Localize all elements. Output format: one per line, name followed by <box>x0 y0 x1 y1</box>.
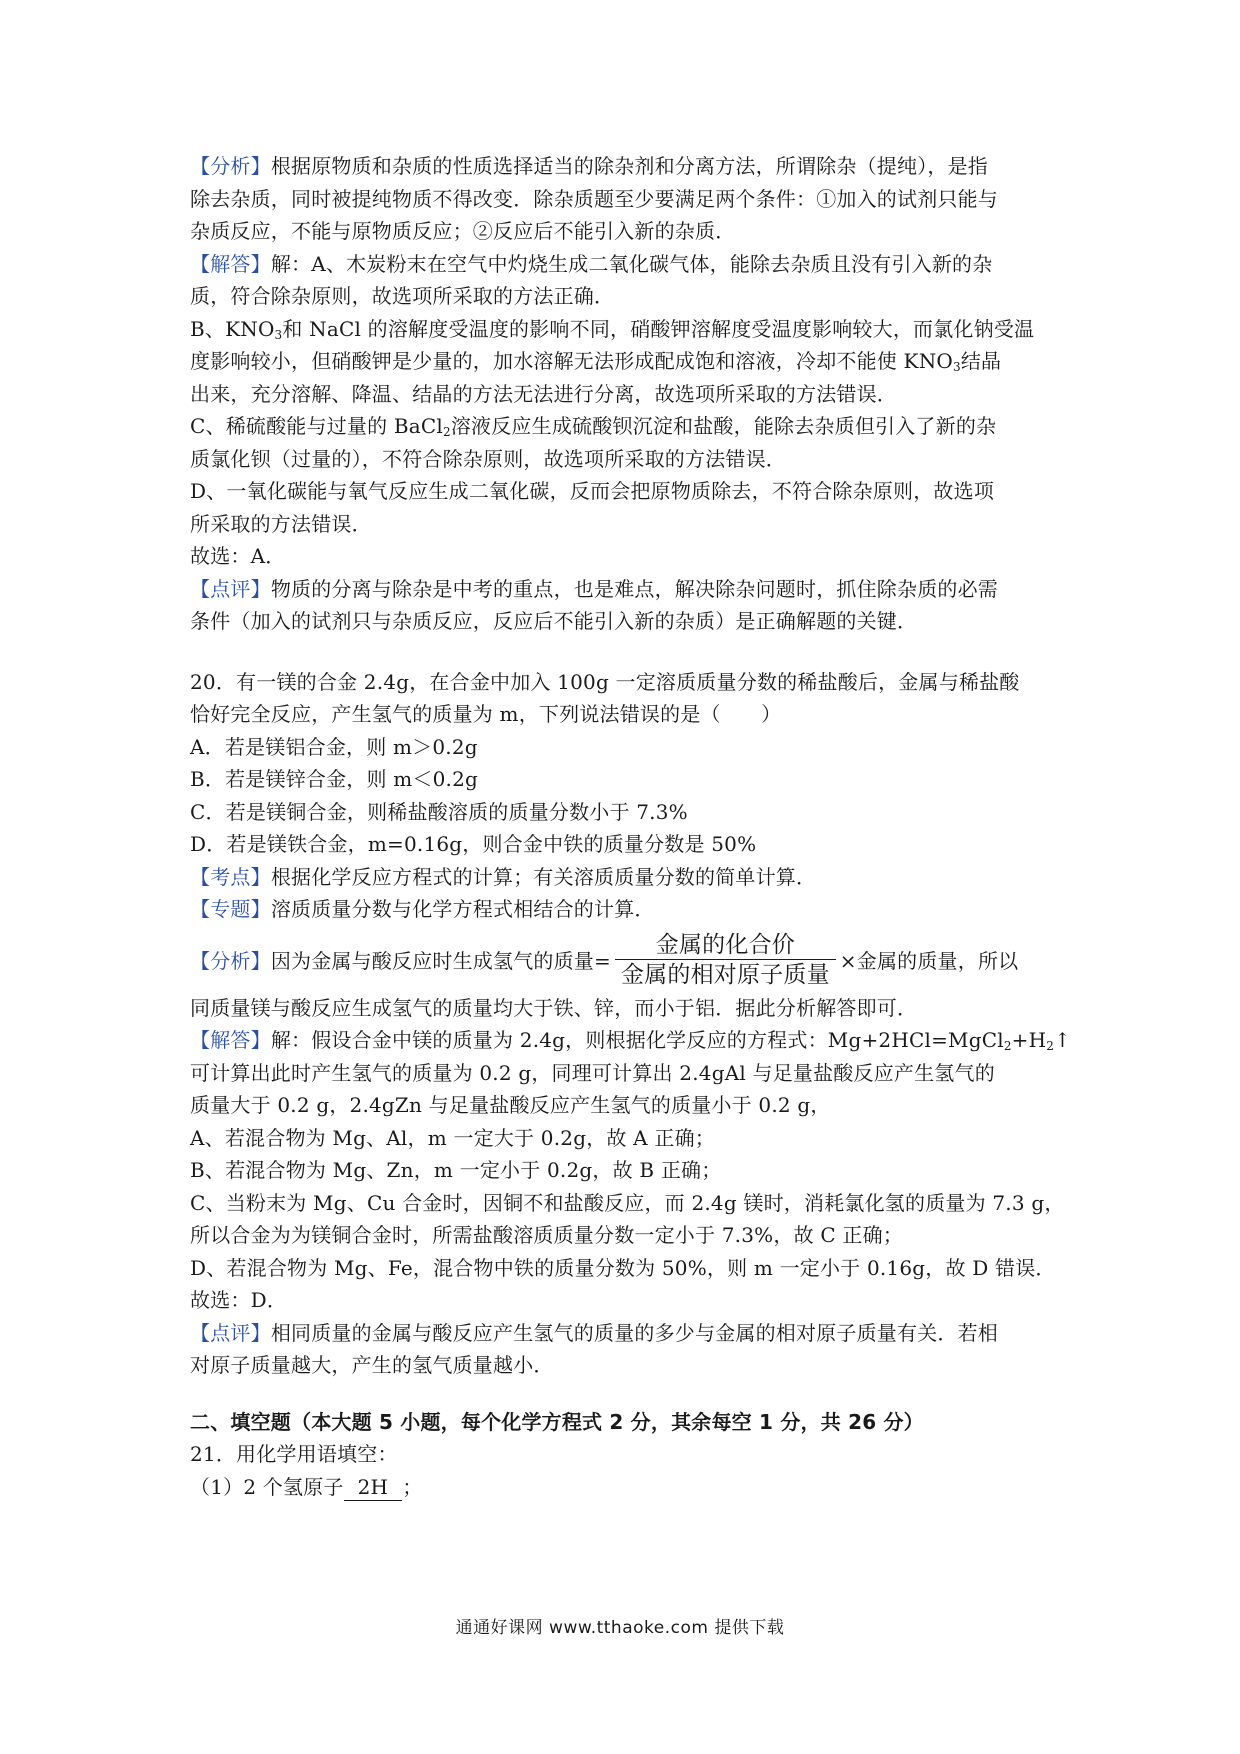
answer-line: 质量大于 0.2 g，2.4gZn 与足量盐酸反应产生氢气的质量小于 0.2 g， <box>190 1093 831 1117</box>
comment-line <box>190 1317 1070 1350</box>
text-run: 结晶 <box>960 349 1002 373</box>
document-body <box>190 150 1070 1503</box>
answer-tag: 【解答】 <box>190 251 271 276</box>
answer-text: 解：A、木炭粉末在空气中灼烧生成二氧化碳气体，能除去杂质且没有引入新的杂 <box>270 251 993 276</box>
comment-line <box>190 573 1070 606</box>
answer-choice: 故选：A． <box>190 544 286 568</box>
answer-blank: 2H <box>344 1474 403 1501</box>
answer-tag: 【解答】 <box>190 1028 271 1052</box>
text-run: C、稀硫酸能与过量的 BaCl <box>190 414 443 438</box>
spacer <box>190 638 1070 666</box>
analysis-text: 根据原物质和杂质的性质选择适当的除杂剂和分离方法，所谓除杂（提纯），是指 <box>270 154 989 178</box>
analysis-line <box>190 150 1070 183</box>
item-text: ； <box>402 1474 423 1499</box>
comment-line: 条件（加入的试剂只与杂质反应，反应后不能引入新的杂质）是正确解题的关键． <box>190 609 918 633</box>
kaodian-tag: 【考点】 <box>190 864 271 889</box>
text-run: 解：假设合金中镁的质量为 2.4g，则根据化学反应的方程式：Mg+2HCl=MgCl <box>270 1028 1004 1052</box>
subscript: 2 <box>442 425 451 439</box>
answer-option-d: D、一氧化碳能与氧气反应生成二氧化碳，反而会把原物质除去，不符合除杂原则，故选项 <box>190 479 995 503</box>
question-stem: 21．用化学用语填空： <box>190 1442 398 1466</box>
formula-prefix: 因为金属与酸反应时生成氢气的质量= <box>270 948 611 973</box>
answer-option-c: 质氯化钡（过量的），不符合除杂原则，故选项所采取的方法错误． <box>190 446 786 471</box>
zhuanti-text: 溶质质量分数与化学方程式相结合的计算． <box>270 897 655 921</box>
fill-in-item <box>190 1471 1070 1504</box>
answer-option-b: B、若混合物为 Mg、Zn，m 一定小于 0.2g，故 B 正确； <box>190 1158 722 1182</box>
section-heading: 二、填空题（本大题 5 小题，每个化学方程式 2 分，其余每空 1 分，共 26 分） <box>190 1409 924 1434</box>
question-option-b: B．若是镁锌合金，则 m＜0.2g <box>190 767 479 791</box>
analysis-tag: 【分析】 <box>190 948 271 973</box>
answer-option-b: 出来，充分溶解、降温、结晶的方法无法进行分离，故选项所采取的方法错误． <box>190 381 897 406</box>
text-run: 溶液反应生成硫酸钡沉淀和盐酸，能除去杂质但引入了新的杂 <box>450 414 997 438</box>
zhuanti-line <box>190 893 1070 926</box>
text-run: +H <box>1011 1028 1047 1052</box>
text-run: ↑ <box>1054 1028 1072 1052</box>
kaodian-text: 根据化学反应方程式的计算；有关溶质质量分数的简单计算． <box>270 864 817 889</box>
answer-option-d: 所采取的方法错误． <box>190 511 372 536</box>
subscript: 2 <box>1046 1039 1055 1053</box>
item-text: （1）2 个氢原子 <box>190 1474 344 1499</box>
answer-option-d: D、若混合物为 Mg、Fe，混合物中铁的质量分数为 50%，则 m 一定小于 0.16g，故 D 错误． <box>190 1255 1056 1280</box>
answer-option-a: A、若混合物为 Mg、Al，m 一定大于 0.2g，故 A 正确； <box>190 1125 715 1150</box>
question-stem: 20．有一镁的合金 2.4g，在合金中加入 100g 一定溶质质量分数的稀盐酸后，金属与稀盐酸 <box>190 669 1020 694</box>
analysis-line: 杂质反应，不能与原物质反应；②反应后不能引入新的杂质． <box>190 219 736 243</box>
question-stem: 恰好完全反应，产生氢气的质量为 m，下列说法错误的是（ ） <box>190 702 782 726</box>
comment-tag: 【点评】 <box>190 1320 271 1345</box>
question-option-d: D．若是镁铁合金，m=0.16g，则合金中铁的质量分数是 50% <box>190 832 757 856</box>
answer-option-b <box>190 313 1070 346</box>
subscript: 2 <box>1003 1039 1012 1053</box>
formula-suffix: ×金属的质量，所以 <box>839 948 1019 973</box>
answer-option-b <box>190 345 1070 378</box>
analysis-line: 同质量镁与酸反应生成氢气的质量均大于铁、锌，而小于铝．据此分析解答即可． <box>190 995 918 1020</box>
text-run: 和 NaCl 的溶解度受温度的影响不同，硝酸钾溶解度受温度影响较大，而氯化钠受温 <box>282 316 1035 341</box>
page-footer: 通通好课网 www.tthaoke.com 提供下载 <box>455 1618 785 1638</box>
analysis-line: 除去杂质，同时被提纯物质不得改变．除杂质题至少要满足两个条件：①加入的试剂只能与 <box>190 186 998 211</box>
formula-row <box>190 930 1018 992</box>
comment-line: 对原子质量越大，产生的氢气质量越小． <box>190 1353 554 1377</box>
kaodian-line <box>190 861 1070 894</box>
comment-text: 物质的分离与除杂是中考的重点，也是难点，解决除杂问题时，抓住除杂质的必需 <box>270 576 999 601</box>
answer-option-c: 所以合金为为镁铜合金时，所需盐酸溶质质量分数一定小于 7.3%，故 C 正确； <box>190 1223 903 1247</box>
text-run: B、KNO <box>190 316 275 341</box>
question-option-a: A．若是镁铝合金，则 m＞0.2g <box>190 734 478 759</box>
question-option-c: C．若是镁铜合金，则稀盐酸溶质的质量分数小于 7.3% <box>190 799 688 824</box>
answer-option-c <box>190 410 1070 443</box>
answer-line <box>190 248 1070 281</box>
analysis-formula-line <box>190 930 1070 992</box>
answer-line: 可计算出此时产生氢气的质量为 0.2 g，同理可计算出 2.4gAl 与足量盐酸反应产生氢气的 <box>190 1060 995 1085</box>
subscript: 3 <box>953 360 961 374</box>
fraction <box>615 931 836 990</box>
answer-choice: 故选：D． <box>190 1288 288 1312</box>
spacer <box>190 1382 1070 1406</box>
subscript: 3 <box>274 327 283 342</box>
answer-line: 质，符合除杂原则，故选项所采取的方法正确． <box>190 284 615 308</box>
fraction-denominator: 金属的相对原子质量 <box>620 962 830 988</box>
answer-option-c: C、当粉末为 Mg、Cu 合金时，因铜不和盐酸反应，而 2.4g 镁时，消耗氯化氢的质量为 7.3 g， <box>190 1190 1065 1215</box>
comment-text: 相同质量的金属与酸反应产生氢气的质量的多少与金属的相对原子质量有关．若相 <box>270 1320 999 1345</box>
zhuanti-tag: 【专题】 <box>190 897 271 921</box>
answer-line <box>190 1024 1070 1057</box>
comment-tag: 【点评】 <box>190 576 271 601</box>
analysis-tag: 【分析】 <box>190 154 271 178</box>
fraction-numerator: 金属的化合价 <box>615 931 836 960</box>
text-run: 度影响较小，但硝酸钾是少量的，加水溶解无法形成配成饱和溶液，冷却不能使 KNO <box>190 349 953 373</box>
